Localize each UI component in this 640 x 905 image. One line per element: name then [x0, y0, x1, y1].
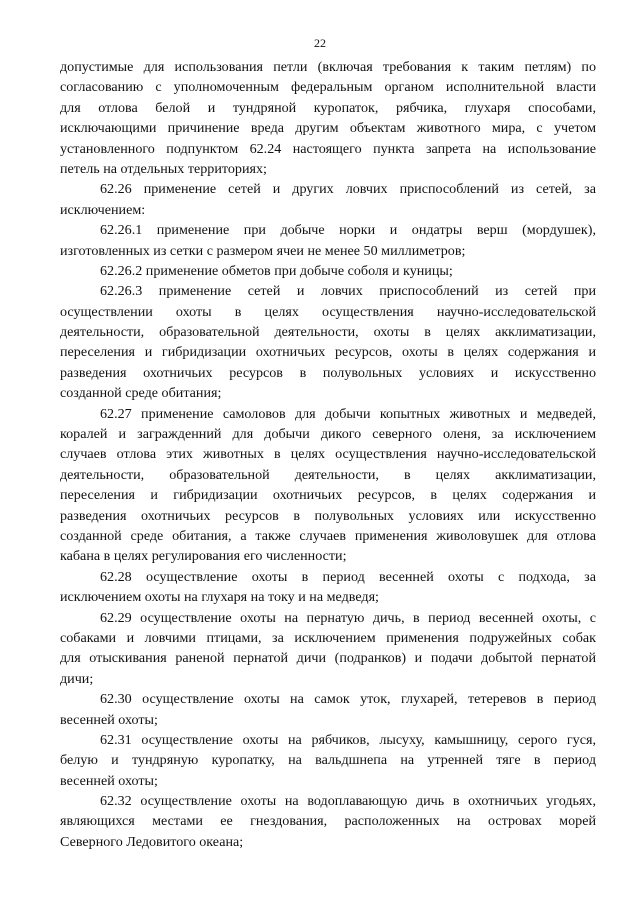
- text-line: коралей и загражденний для добычи дикого северного оленя, за исключением: [60, 426, 596, 443]
- text-line: 62.28 осуществление охоты в период весенней охоты с подхода, за: [100, 568, 596, 585]
- text-line: согласованию с уполномоченным федеральным органом исполнительной власти: [60, 79, 596, 96]
- text-line: петель на отдельных территориях;: [60, 160, 267, 177]
- text-line: весенней охоты;: [60, 711, 158, 728]
- text-line: кабана в целях регулирования его численности;: [60, 548, 347, 565]
- text-line: созданной среде обитания, а также случаев применения живоловушек для отлова: [60, 527, 596, 544]
- text-line: исключающими причинение вреда другим объектам животного мира, с учетом: [60, 120, 596, 137]
- text-line: созданной среде обитания;: [60, 385, 222, 402]
- text-line: 62.31 осуществление охоты на рябчиков, лысуху, камышницу, серого гуся,: [100, 731, 596, 748]
- text-line: белую и тундряную куропатку, на вальдшнепа на утренней тяге в период: [60, 752, 596, 769]
- text-line: разведения охотничьих ресурсов в полувольных условиях или искусственно: [60, 507, 596, 524]
- text-line: деятельности, образовательной деятельности, в целях акклиматизации,: [60, 466, 596, 483]
- text-line: установленного подпунктом 62.24 настоящего пункта запрета на использование: [60, 140, 596, 157]
- text-line: осуществлении охоты в целях осуществления научно-исследовательской: [60, 303, 596, 320]
- text-line: 62.26 применение сетей и других ловчих приспособлений из сетей, за: [100, 181, 596, 198]
- text-line: случаев отлова этих животных в целях осуществления научно-исследовательской: [60, 446, 596, 463]
- text-line: изготовленных из сетки с размером ячеи не менее 50 миллиметров;: [60, 242, 466, 259]
- text-line: 62.26.2 применение обметов при добыче соболя и куницы;: [100, 262, 453, 279]
- text-line: для отлова белой и тундряной куропаток, рябчика, глухаря способами,: [60, 99, 596, 116]
- text-line: дичи;: [60, 670, 94, 687]
- text-line: переселения и гибридизации охотничьих ресурсов, охоты в целях содержания и: [60, 344, 596, 361]
- page-number: 22: [314, 36, 326, 50]
- text-line: допустимые для использования петли (включая требования к таким петлям) по: [60, 59, 596, 75]
- text-line: переселения и гибридизации охотничьих ресурсов, в целях содержания и: [60, 487, 596, 504]
- document-body: [60, 57, 596, 852]
- text-line: для отыскивания раненой пернатой дичи (подранков) и подачи добытой пернатой: [60, 650, 596, 667]
- text-line: являющихся местами ее гнездования, расположенных на островах морей: [60, 813, 596, 830]
- text-line: исключением охоты на глухаря на току и на медведя;: [60, 589, 379, 606]
- text-line: собаками и ловчими птицами, за исключением применения подружейных собак: [60, 629, 596, 646]
- text-line: 62.26.1 применение при добыче норки и ондатры верш (мордушек),: [100, 222, 596, 239]
- text-line: 62.30 осуществление охоты на самок уток, глухарей, тетеревов в период: [100, 691, 596, 708]
- text-line: Северного Ледовитого океана;: [60, 833, 244, 850]
- text-line: 62.26.3 применение сетей и ловчих приспособлений из сетей при: [100, 283, 596, 300]
- text-line: весенней охоты;: [60, 772, 158, 789]
- text-line: исключением:: [60, 201, 146, 218]
- text-line: 62.29 осуществление охоты на пернатую дичь, в период весенней охоты, с: [100, 609, 596, 626]
- text-line: 62.32 осуществление охоты на водоплавающую дичь в охотничьих угодьях,: [100, 793, 596, 810]
- text-line: деятельности, образовательной деятельности, охоты в целях акклиматизации,: [60, 324, 596, 341]
- text-line: 62.27 применение самоловов для добычи копытных животных и медведей,: [100, 405, 596, 422]
- text-line: разведения охотничьих ресурсов в полувольных условиях и искусственно: [60, 364, 596, 381]
